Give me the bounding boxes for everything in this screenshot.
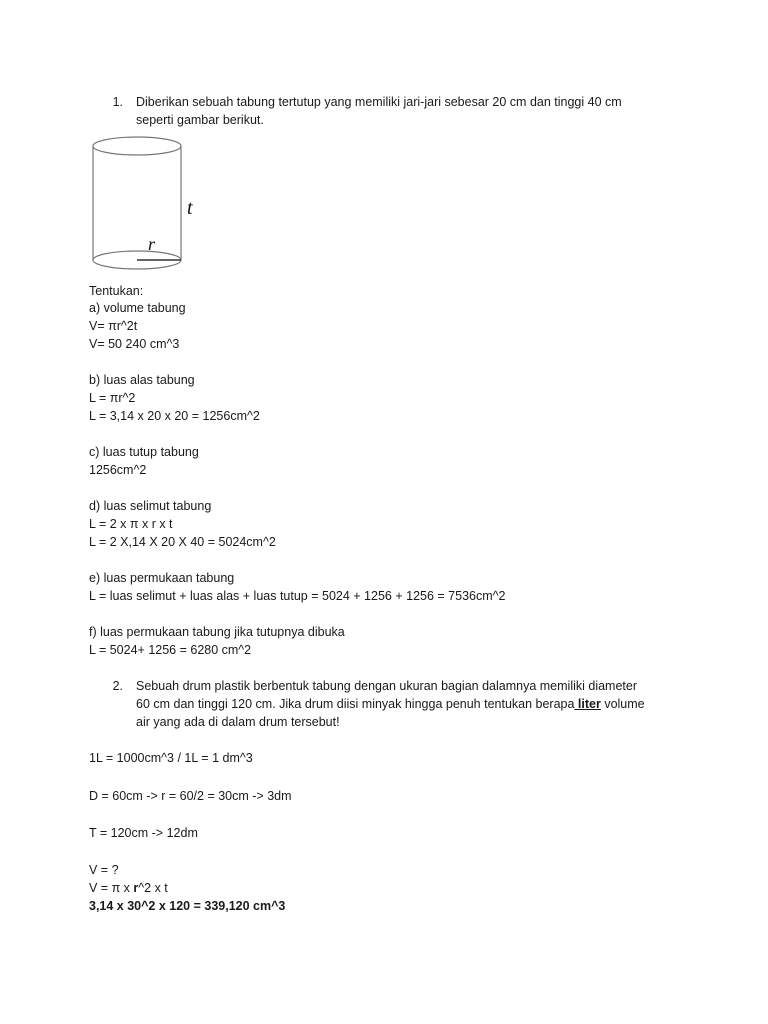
solution-volume-result: 3,14 x 30^2 x 120 = 339,120 cm^3 xyxy=(89,899,286,913)
question-1-text-line1: Diberikan sebuah tabung tertutup yang memiliki jari-jari sebesar 20 cm dan tinggi 40 cm xyxy=(136,95,622,109)
part-d-result: L = 2 X,14 X 20 X 40 = 5024cm^2 xyxy=(89,535,276,549)
solution-diameter: D = 60cm -> r = 60/2 = 30cm -> 3dm xyxy=(89,789,292,803)
part-e-title: e) luas permukaan tabung xyxy=(89,571,235,585)
cylinder-label-r: r xyxy=(148,234,156,254)
part-f-result: L = 5024+ 1256 = 6280 cm^2 xyxy=(89,643,252,657)
cylinder-label-t: t xyxy=(187,197,193,219)
part-c-title: c) luas tutup tabung xyxy=(89,445,199,459)
part-a-formula: V= πr^2t xyxy=(89,319,138,333)
part-e-result: L = luas selimut + luas alas + luas tutup = 5024 + 1256 + 1256 = 7536cm^2 xyxy=(89,589,506,603)
part-d-title: d) luas selimut tabung xyxy=(89,499,212,513)
part-b-title: b) luas alas tabung xyxy=(89,373,195,387)
solution-height: T = 120cm -> 12dm xyxy=(89,826,198,840)
question-2-number: 2. xyxy=(112,679,123,693)
solution-volume-formula: V = π x r^2 x t xyxy=(89,881,168,895)
question-2-text-line1: Sebuah drum plastik berbentuk tabung dengan ukuran bagian dalamnya memiliki diameter xyxy=(136,679,638,693)
solution-volume-question: V = ? xyxy=(89,863,119,877)
question-2-text-line3: air yang ada di dalam drum tersebut! xyxy=(136,715,340,729)
tentukan-label: Tentukan: xyxy=(89,284,144,298)
part-a-result: V= 50 240 cm^3 xyxy=(89,337,180,351)
part-a-title: a) volume tabung xyxy=(89,301,186,315)
liter-emphasis: liter xyxy=(574,697,601,711)
cylinder-figure xyxy=(90,134,200,276)
part-c-result: 1256cm^2 xyxy=(89,463,147,477)
question-1-text-line2: seperti gambar berikut. xyxy=(136,113,264,127)
question-1-number: 1. xyxy=(112,95,123,109)
part-b-formula: L = πr^2 xyxy=(89,391,136,405)
solution-conversion: 1L = 1000cm^3 / 1L = 1 dm^3 xyxy=(89,751,253,765)
question-2-text-line2: 60 cm dan tinggi 120 cm. Jika drum diisi minyak hingga penuh tentukan berapa liter volume xyxy=(136,697,645,711)
part-b-result: L = 3,14 x 20 x 20 = 1256cm^2 xyxy=(89,409,260,423)
part-d-formula: L = 2 x π x r x t xyxy=(89,517,173,531)
part-f-title: f) luas permukaan tabung jika tutupnya dibuka xyxy=(89,625,345,639)
